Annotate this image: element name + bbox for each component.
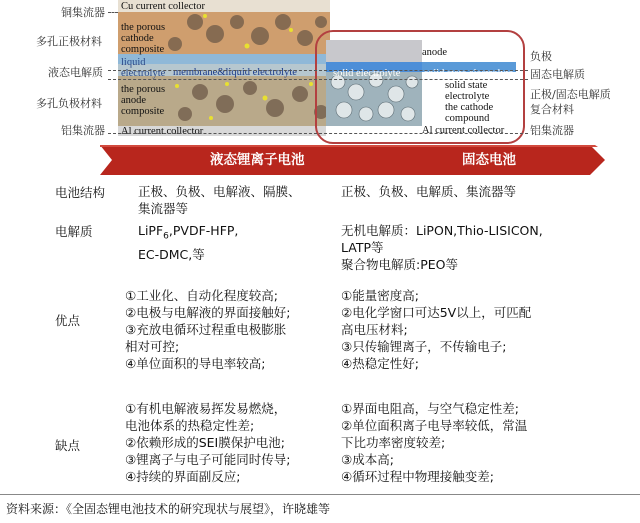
text-line: ②依赖形成的SEI膜保护电池;	[125, 435, 285, 450]
text-line: ①有机电解液易挥发易燃烧，	[125, 401, 287, 416]
text-line: ①界面电阻高，与空气稳定性差;	[341, 401, 519, 416]
text-line: ②电化学窗口可达5V以上，可匹配	[341, 305, 532, 320]
solid-electrolyte-label: solid electrolyte	[333, 68, 401, 79]
text-line: LATP等	[341, 240, 384, 255]
left-label-al-collector: 铝集流器	[61, 124, 105, 137]
left-label-cu-collector: 铜集流器	[61, 6, 105, 19]
text-line: ④热稳定性好;	[341, 356, 419, 371]
left-label-anode: 多孔负极材料	[36, 97, 102, 110]
text-line: 相对可控;	[125, 339, 180, 354]
text-line: ③锂离子与电子可能同时传导;	[125, 452, 291, 467]
right-label-anode: 负极	[530, 50, 552, 63]
text-line-formula	[138, 222, 238, 246]
solid-compound-line: the cathode	[445, 102, 494, 113]
left-label-cathode: 多孔正极材料	[36, 35, 102, 48]
text-line: ④持续的界面副反应;	[125, 469, 241, 484]
source-note: 资料来源：《全固态锂电池技术的研究现状与展望》，许晓雄等	[6, 502, 331, 516]
text-line: 正极、负极、电解质、集流器等	[341, 184, 517, 199]
right-label-cathode-solid: 正极/固态电解质	[530, 88, 611, 101]
left-label-liquid-electrolyte: 液态电解质	[48, 66, 103, 79]
text-line: 正极、负极、电解液、隔膜、	[138, 184, 301, 199]
solid-compound-line: solid state	[445, 80, 488, 91]
liquid-electrolyte-text	[138, 222, 238, 263]
row-label-advantages: 优点	[55, 313, 81, 328]
header-arrow-bar	[100, 145, 605, 175]
formula-post: ,PVDF-HFP,	[168, 223, 239, 238]
text-line: ①能量密度高;	[341, 288, 419, 303]
guide-line	[108, 79, 528, 80]
guide-line	[108, 70, 528, 71]
membrane-label: membrane&liquid electrolyte	[173, 67, 297, 78]
row-label-disadvantages: 缺点	[55, 438, 81, 453]
liquid-anode-line: the porous	[121, 84, 166, 95]
text-line: 高电压材料;	[341, 322, 408, 337]
solid-al-collector-label: Al current collector	[422, 125, 505, 136]
guide-line	[108, 133, 528, 134]
row-label-structure: 电池结构	[55, 185, 106, 200]
formula-pre: LiPF	[138, 223, 164, 238]
text-line: 下比功率密度较差;	[341, 435, 446, 450]
solid-state-electrolyte-label: solid state electrolyte	[424, 68, 514, 79]
solid-compound-line: compound	[445, 113, 490, 124]
solid-anode-label: anode	[422, 47, 448, 58]
text-line: ③只传输锂离子，不传输电子;	[341, 339, 507, 354]
solid-electrolyte-text	[341, 222, 543, 273]
liquid-cathode-line: composite	[121, 44, 165, 55]
text-line: 无机电解质：LiPON,Thio-LISICON,	[341, 223, 543, 238]
right-label-al-collector: 铝集流器	[530, 124, 574, 137]
solid-compound-line: electrolyte	[445, 91, 490, 102]
liquid-electrolyte-label	[121, 57, 165, 79]
liquid-cathode-label	[121, 22, 165, 55]
text-line: ③充放电循环过程重电极膨胀	[125, 322, 287, 337]
solid-compound-label	[445, 80, 493, 124]
text-line: EC-DMC,等	[138, 246, 205, 262]
text-line: 电池体系的热稳定性差;	[125, 418, 255, 433]
solid-disadvantages-text	[341, 400, 527, 485]
liquid-electrolyte-line: electrolyte	[121, 68, 166, 79]
liquid-anode-line: composite	[121, 106, 165, 117]
text-line: ④循环过程中物理接触变差;	[341, 469, 494, 484]
liquid-structure-text	[138, 183, 301, 217]
liquid-cathode-line: the porous	[121, 22, 166, 33]
header-liquid-battery: 液态锂离子电池	[210, 152, 305, 168]
text-line: ④单位面积的导电率较高;	[125, 356, 266, 371]
liquid-disadvantages-text	[125, 400, 290, 485]
right-label-solid-electrolyte: 固态电解质	[530, 68, 585, 81]
liquid-advantages-text	[125, 287, 290, 372]
guide-line	[108, 12, 118, 13]
bottom-rule	[0, 494, 640, 495]
text-line: ②电极与电解液的界面接触好;	[125, 305, 291, 320]
liquid-anode-label	[121, 84, 165, 117]
solid-structure-text	[341, 183, 516, 200]
text-line: 集流器等	[138, 201, 189, 216]
liquid-cathode-line: cathode	[121, 33, 154, 44]
text-line: 聚合物电解质:PEO等	[341, 257, 458, 272]
liquid-al-collector-label: Al current collector	[121, 126, 204, 137]
text-line: ②单位面积离子电导率较低，常温	[341, 418, 528, 433]
text-line: ①工业化、自动化程度较高;	[125, 288, 278, 303]
formula-sub: 6	[163, 231, 169, 242]
liquid-cu-collector-label: Cu current collector	[121, 1, 205, 12]
liquid-anode-line: anode	[121, 95, 147, 106]
text-line: ③成本高;	[341, 452, 394, 467]
right-label-composite: 复合材料	[530, 103, 574, 116]
solid-advantages-text	[341, 287, 531, 372]
row-label-electrolyte: 电解质	[55, 224, 93, 239]
liquid-electrolyte-line: liquid	[121, 57, 146, 68]
header-solid-battery: 固态电池	[462, 152, 516, 168]
